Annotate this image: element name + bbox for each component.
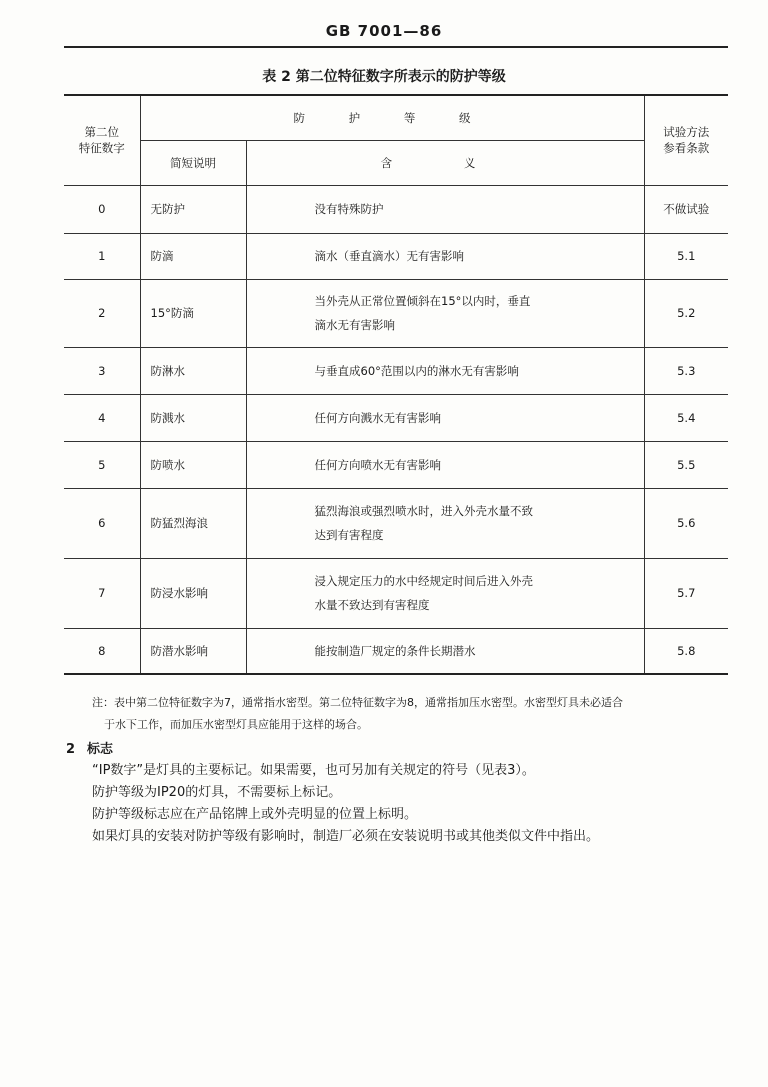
section-number: 2 (66, 742, 76, 757)
table-note (92, 692, 732, 736)
table-row (64, 347, 728, 394)
meaning-header: 含 义 (246, 140, 644, 185)
row-test: 5.3 (644, 347, 728, 394)
row-digit: 5 (64, 441, 140, 488)
table-row (64, 441, 728, 488)
row-brief: 15°防滴 (140, 279, 246, 347)
table-row (64, 394, 728, 441)
table-caption: 表 2 第二位特征数字所表示的防护等级 (262, 69, 506, 85)
brief-header: 简短说明 (140, 140, 246, 185)
row-digit: 2 (64, 279, 140, 347)
row-digit: 4 (64, 394, 140, 441)
row-test: 不做试验 (644, 185, 728, 233)
section-heading (66, 738, 113, 757)
body-paragraph: “IP数字”是灯具的主要标记。如果需要，也可另加有关规定的符号（见表3）。 (92, 763, 535, 778)
row-meaning: 当外壳从正常位置倾斜在15°以内时，垂直滴水无有害影响 (246, 279, 644, 347)
row-test: 5.4 (644, 394, 728, 441)
row-test: 5.8 (644, 628, 728, 674)
row-test: 5.5 (644, 441, 728, 488)
digit-header: 第二位 特征数字 (64, 95, 140, 185)
row-brief: 防潜水影响 (140, 628, 246, 674)
row-test: 5.7 (644, 558, 728, 628)
body-paragraph: 防护等级为IP20的灯具，不需要标上标记。 (92, 785, 342, 800)
note-line-2: 于水下工作，而加压水密型灯具应能用于这样的场合。 (104, 718, 368, 731)
row-meaning: 任何方向溅水无有害影响 (246, 394, 644, 441)
row-brief: 防猛烈海浪 (140, 488, 246, 558)
row-brief: 无防护 (140, 185, 246, 233)
row-brief: 防喷水 (140, 441, 246, 488)
row-digit: 6 (64, 488, 140, 558)
row-meaning: 浸入规定压力的水中经规定时间后进入外壳水量不致达到有害程度 (246, 558, 644, 628)
row-digit: 8 (64, 628, 140, 674)
table-row (64, 488, 728, 558)
row-test: 5.2 (644, 279, 728, 347)
body-paragraph: 如果灯具的安装对防护等级有影响时，制造厂必须在安装说明书或其他类似文件中指出。 (92, 829, 600, 844)
table-row (64, 233, 728, 279)
table-row (64, 558, 728, 628)
row-meaning: 能按制造厂规定的条件长期潜水 (246, 628, 644, 674)
row-digit: 3 (64, 347, 140, 394)
row-brief: 防淋水 (140, 347, 246, 394)
table-row (64, 279, 728, 347)
row-meaning: 滴水（垂直滴水）无有害影响 (246, 233, 644, 279)
row-meaning: 没有特殊防护 (246, 185, 644, 233)
protection-level-header: 防 护 等 级 (140, 95, 644, 140)
protection-table (64, 94, 728, 675)
row-digit: 1 (64, 233, 140, 279)
row-test: 5.1 (644, 233, 728, 279)
header-rule (64, 46, 728, 48)
row-brief: 防溅水 (140, 394, 246, 441)
note-line-1: 注：表中第二位特征数字为7，通常指水密型。第二位特征数字为8，通常指加压水密型。水密型灯具未必适合 (92, 696, 623, 709)
table-row (64, 185, 728, 233)
row-test: 5.6 (644, 488, 728, 558)
test-method-header: 试验方法 参看条款 (644, 95, 728, 185)
row-meaning: 与垂直成60°范围以内的淋水无有害影响 (246, 347, 644, 394)
document-code: GB 7001—86 (325, 22, 443, 40)
table-row (64, 628, 728, 674)
row-meaning: 猛烈海浪或强烈喷水时，进入外壳水量不致达到有害程度 (246, 488, 644, 558)
row-meaning: 任何方向喷水无有害影响 (246, 441, 644, 488)
section-title: 标志 (87, 742, 114, 757)
row-digit: 0 (64, 185, 140, 233)
row-brief: 防滴 (140, 233, 246, 279)
row-brief: 防浸水影响 (140, 558, 246, 628)
body-paragraph: 防护等级标志应在产品铭牌上或外壳明显的位置上标明。 (92, 807, 418, 822)
row-digit: 7 (64, 558, 140, 628)
